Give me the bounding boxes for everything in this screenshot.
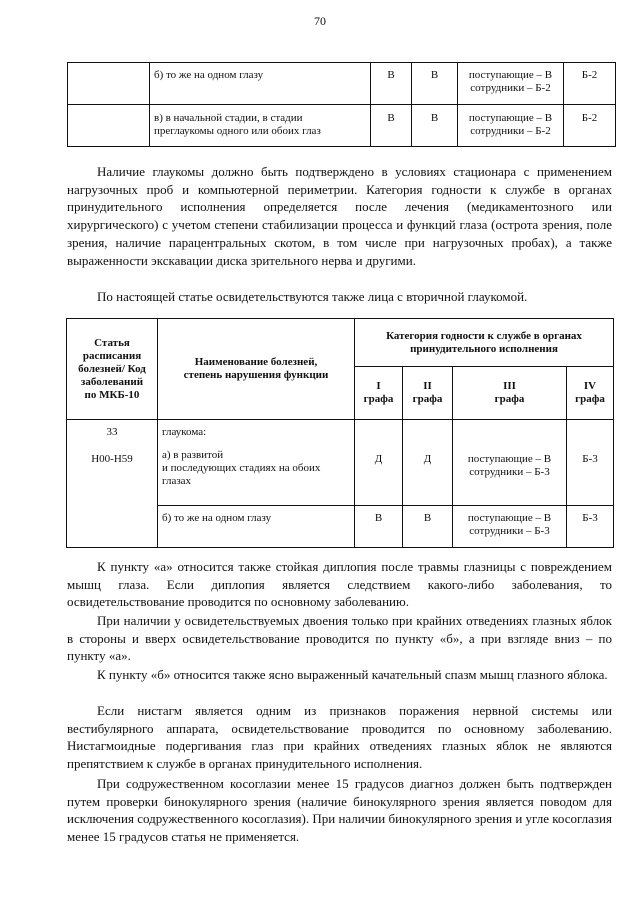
table-glaucoma <box>66 318 614 548</box>
cell-line: глазах <box>162 475 192 487</box>
paragraph: К пункту «а» относится также стойкая диплопия после травмы глазницы с повреждением мышц глаза. Если диплопия является следствием какого-либо заболевания, то освидетельствование проводится по основному заболеванию. <box>67 559 612 610</box>
cell-line: поступающие – В <box>467 512 552 524</box>
table-cell-name <box>150 105 371 147</box>
table-cell: В <box>403 506 453 548</box>
table-cell: Б-3 <box>567 420 614 506</box>
table-cell: Б-3 <box>567 506 614 548</box>
cell-line: сотрудники – Б-2 <box>470 125 551 137</box>
header-line: III <box>503 380 516 392</box>
paragraph: По настоящей статье освидетельствуются также лица с вторичной глаукомой. <box>97 289 528 304</box>
header-g1 <box>355 367 403 420</box>
paragraph: Если нистагм является одним из признаков поражения нервной системы или вестибулярного аппарата, освидетельствование проводится по основному заболеванию. Нистагмоидные подергивания глаз при крайних отведениях глазных яблок не являются препятствием к службе в органах принудительного исполнения. <box>67 703 612 772</box>
table-continuation <box>67 62 616 147</box>
cell-line: поступающие – В <box>467 453 552 465</box>
article-cell <box>67 420 158 548</box>
page-number: 70 <box>314 14 326 28</box>
icd-code: H00-H59 <box>91 453 133 465</box>
cell-line: поступающие – В <box>468 112 553 124</box>
header-disease-name <box>158 319 355 420</box>
cell-line: а) в развитой <box>162 449 224 461</box>
header-line: степень нарушения функции <box>183 369 329 381</box>
cell-line: и последующих стадиях на обоих <box>162 462 321 474</box>
cell-line: в) в начальной стадии, в стадии <box>154 112 303 124</box>
header-line: II <box>423 380 432 392</box>
header-line: болезней/ Код <box>78 362 146 375</box>
header-line: графа <box>575 393 605 405</box>
table-cell: В <box>412 105 458 147</box>
cell-line: сотрудники – Б-3 <box>469 466 550 478</box>
table-cell: В <box>371 105 412 147</box>
table-cell: Д <box>403 420 453 506</box>
table-cell-name <box>158 420 355 506</box>
table-cell: В <box>412 63 458 105</box>
header-article <box>67 319 158 420</box>
table-cell <box>458 105 564 147</box>
cell-line: преглаукомы одного или обоих глаз <box>154 125 321 137</box>
header-g2 <box>403 367 453 420</box>
table-cell <box>453 420 567 506</box>
header-line: графа <box>494 393 525 405</box>
table-header-row <box>67 319 614 367</box>
table-cell: Б-2 <box>564 63 616 105</box>
paragraph: Наличие глаукомы должно быть подтверждено в условиях стационара с применением нагрузочных проб и компьютерной периметрии. Категория годности к службе в органах принудительного исполнения определяется после лечения (медикаментозного или хирургического) с учетом степени стабилизации процесса и функций глаза (острота зрения, поле зрения, наличие парацентральных скотом, в том числе при нагрузочных пробах), а также выраженности экскавации диска зрительного нерва и другими. <box>67 164 612 268</box>
header-category <box>355 319 614 367</box>
header-line: Категория годности к службе в органах <box>386 329 582 342</box>
table-cell-name: б) то же на одном глазу <box>150 63 371 105</box>
header-line: расписания <box>82 349 142 362</box>
table-cell: Д <box>355 420 403 506</box>
paragraph: К пункту «б» относится также ясно выраженный качательный спазм мышц глазного яблока. <box>97 667 608 682</box>
table-cell <box>458 63 564 105</box>
table-cell <box>68 105 150 147</box>
table-cell: В <box>371 63 412 105</box>
header-line: графа <box>363 393 394 405</box>
header-line: Статья <box>94 336 130 349</box>
article-number: 33 <box>106 426 118 438</box>
cell-line: сотрудники – Б-3 <box>469 525 550 537</box>
cell-line: поступающие – В <box>468 69 553 81</box>
cell-line: сотрудники – Б-2 <box>470 82 551 94</box>
header-line: графа <box>412 393 443 405</box>
table-cell: Б-2 <box>564 105 616 147</box>
header-line: принудительного исполнения <box>410 342 558 355</box>
header-line: I <box>376 380 381 392</box>
table-cell <box>453 506 567 548</box>
table-cell <box>68 63 150 105</box>
disease-title: глаукома: <box>162 426 207 438</box>
header-g4 <box>567 367 614 420</box>
header-line: заболеваний <box>80 375 144 388</box>
header-line: IV <box>583 380 597 392</box>
table-row <box>68 105 616 147</box>
table-cell-name: б) то же на одном глазу <box>158 506 355 548</box>
paragraph: При наличии у освидетельствуемых двоения только при крайних отведениях глазных яблок в стороны и вверх освидетельствование проводится по пункту «б», а при взгляде вниз – по пункту «а». <box>67 613 612 664</box>
table-row <box>68 63 616 105</box>
table-row <box>67 420 614 506</box>
header-line: по МКБ-10 <box>84 388 140 401</box>
table-cell: В <box>355 506 403 548</box>
header-line: Наименование болезней, <box>194 356 318 368</box>
header-g3 <box>453 367 567 420</box>
paragraph: При содружественном косоглазии менее 15 градусов диагноз должен быть подтвержден путем проверки бинокулярного зрения (наличие бинокулярного зрения является поводом для исключения содружественного косоглазия). При наличии бинокулярного зрения и угле косоглазия менее 15 градусов статья не применяется. <box>67 776 612 845</box>
